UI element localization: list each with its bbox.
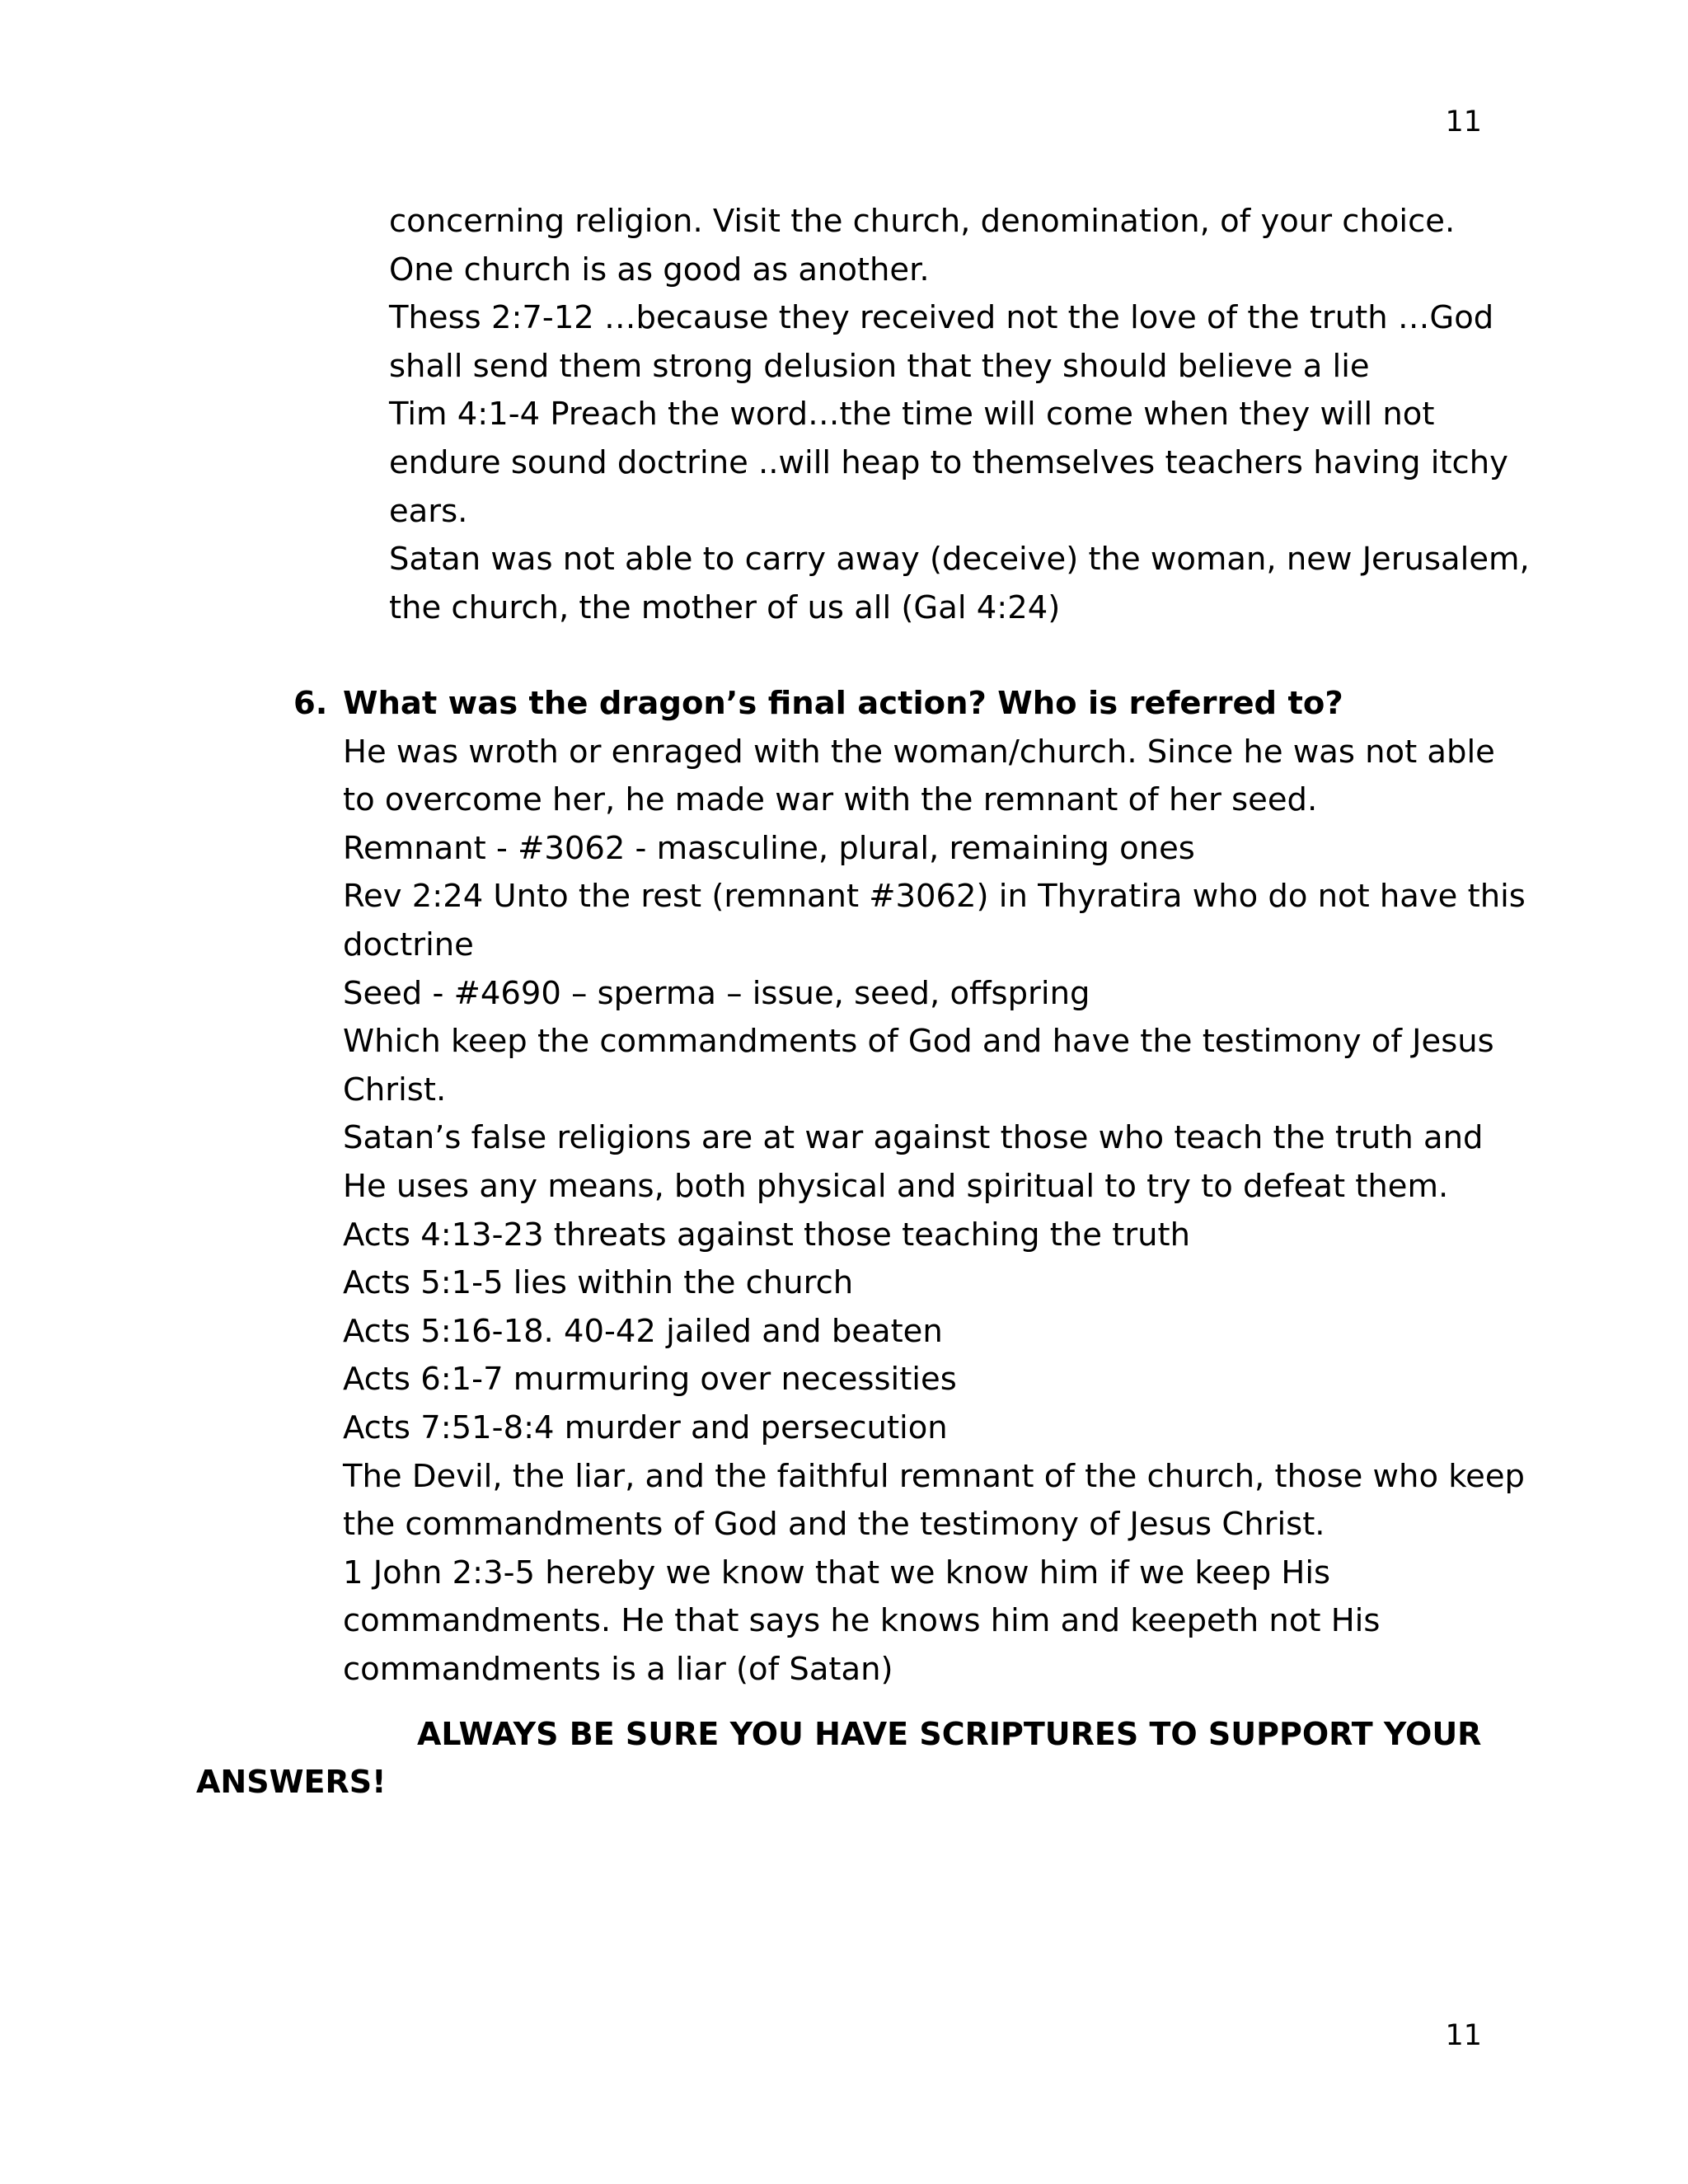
answer-line: commandments is a liar (of Satan): [343, 1650, 893, 1688]
continuation-text: [389, 198, 1530, 632]
closing-reminder-line-1: ALWAYS BE SURE YOU HAVE SCRIPTURES TO SUPPORT YOUR: [417, 1716, 1482, 1752]
answer-line: commandments. He that says he knows him and keepeth not His: [343, 1602, 1381, 1640]
text-line: the church, the mother of us all (Gal 4:24): [389, 588, 1061, 626]
answer-line: Acts 5:16-18. 40-42 jailed and beaten: [343, 1312, 943, 1350]
answer-line: Acts 6:1-7 murmuring over necessities: [343, 1361, 957, 1399]
text-line: endure sound doctrine ..will heap to themselves teachers having itchy: [389, 443, 1508, 481]
question-number: 6.: [293, 685, 328, 722]
text-line: One church is as good as another.: [389, 251, 930, 288]
text-line: Tim 4:1-4 Preach the word…the time will come when they will not: [389, 396, 1435, 434]
closing-reminder-line-2: ANSWERS!: [196, 1764, 387, 1800]
text-line: Satan was not able to carry away (deceive) the woman, new Jerusalem,: [389, 541, 1530, 579]
answer-line: Satan’s false religions are at war against those who teach the truth and: [343, 1119, 1484, 1157]
answer-line: Seed - #4690 – sperma – issue, seed, offspring: [343, 974, 1090, 1012]
text-line: shall send them strong delusion that they should believe a lie: [389, 347, 1370, 385]
answer-line: Acts 7:51-8:4 murder and persecution: [343, 1408, 948, 1446]
text-line: concerning religion. Visit the church, denomination, of your choice.: [389, 203, 1456, 240]
answer-line: the commandments of God and the testimony of Jesus Christ.: [343, 1506, 1325, 1544]
answer-line: Christ.: [343, 1071, 447, 1108]
answer-line: Which keep the commandments of God and have the testimony of Jesus: [343, 1023, 1494, 1061]
page-number-header: 11: [1445, 105, 1482, 138]
answer-line: Acts 5:1-5 lies within the church: [343, 1264, 854, 1302]
question-heading: What was the dragon’s final action? Who is referred to?: [343, 685, 1343, 722]
page-number-footer: 11: [1445, 2019, 1482, 2052]
text-line: Thess 2:7-12 …because they received not the love of the truth …God: [389, 299, 1494, 337]
answer-line: He uses any means, both physical and spiritual to try to defeat them.: [343, 1167, 1449, 1205]
answer-line: He was wroth or enraged with the woman/church. Since he was not able: [343, 733, 1495, 771]
text-line: ears.: [389, 492, 468, 530]
answer-line: The Devil, the liar, and the faithful remnant of the church, those who keep: [343, 1457, 1525, 1495]
answer-line: Rev 2:24 Unto the rest (remnant #3062) in Thyratira who do not have this: [343, 878, 1526, 916]
answer-line: to overcome her, he made war with the remnant of her seed.: [343, 781, 1318, 819]
question-answer-block: [343, 680, 1526, 1694]
answer-line: Remnant - #3062 - masculine, plural, remaining ones: [343, 829, 1195, 867]
answer-line: doctrine: [343, 926, 474, 963]
answer-line: 1 John 2:3-5 hereby we know that we know him if we keep His: [343, 1554, 1331, 1591]
answer-line: Acts 4:13-23 threats against those teaching the truth: [343, 1216, 1191, 1254]
